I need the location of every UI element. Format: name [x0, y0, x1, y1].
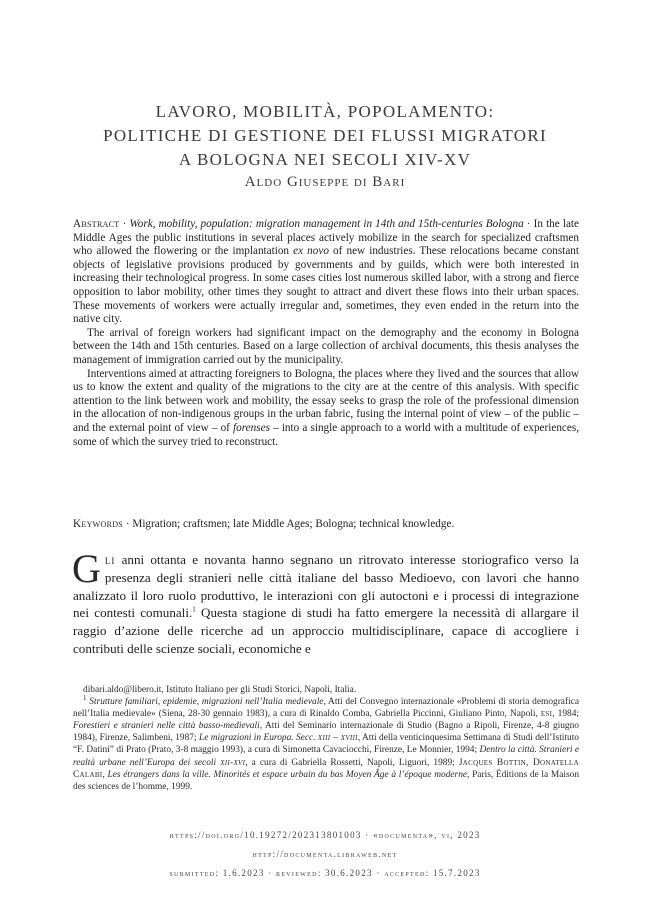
abstract-paragraph-2: The arrival of foreign workers had significant impact on the demography and the economy in Bologna between the 14th and 15th centuries. Based on a large collection of archival documents, this thesis analyses the management of immigration carried out by the municipality. — [73, 326, 579, 366]
submission-dates: submitted: 1.6.2023 · reviewed: 30.6.2023 · accepted: 15.7.2023 — [169, 868, 481, 878]
footnote-reference[interactable]: 1 — [192, 606, 196, 615]
abstract-text: of new industries. These relocations became constant objects of legislative provisions produced by governments and by guilds, which were both interested in increasing their technological progress. In some cases cities lost numerous skilled labor, with a strong and fierce opposition to labor mobility, other times they sought to attract and divert these flows into their urban spaces. These movements of workers were actually irregular and, sometimes, they even ended in the return into the native city. — [73, 245, 579, 326]
body-paragraph — [72, 546, 579, 658]
footnote-text: , a cura di Gabriella Rossetti, Napoli, Liguori, 1989; — [245, 757, 459, 768]
footnote-text: , 1984; — [552, 709, 580, 720]
keywords-list: Migration; craftsmen; late Middle Ages; Bologna; technical knowledge. — [132, 518, 455, 530]
abstract-text: Interventions aimed at attracting foreigners to Bologna, the places where they lived and the sources that allow us to know the extent and quality of the migrations to the city are at the centre of this analysis. With specific attention to the link between work and mobility, the essay seeks to grasp the role of the professional dimension in the allocation of non-indigenous groups in the urban fabric, fusing the internal point of view – of the public – and the external point of view – of — [73, 367, 579, 434]
keywords-label: Keywords — [73, 518, 124, 530]
footnote-italic: Forestieri e stranieri nelle città basso-medievali, — [73, 721, 263, 732]
article-title-line-3: A BOLOGNA NEI SECOLI XIV-XV — [178, 150, 472, 169]
drop-cap: G — [72, 546, 101, 591]
footnote-text: , Atti della venticinquesima Settimana di Studi dell’Istituto “F. Datini” di Prato (Prato, 3-8 maggio 1993), a cura di Simonetta Cavaciocchi, Firenze, Le Monnier, 1994; — [73, 733, 579, 756]
footnote-text: Atti del Seminario internazionale di Studio (Bagno a Ripoli, Firenze, 4-8 giugno 1984), Firenze, Salimbeni, 1987; — [73, 721, 579, 744]
journal-url: http://documenta.libraweb.net — [252, 849, 398, 859]
lead-in: li — [104, 552, 116, 567]
footnote-italic: Les étrangers dans la ville. Minorités et espace urbain du bas Moyen Âge à l’époque moderne — [107, 769, 468, 780]
abstract-separator-2: · — [523, 218, 534, 230]
author-affiliation-note: dibari.aldo@libero.it, Istituto Italiano per gli Studi Storici, Napoli, Italia. — [83, 685, 357, 695]
article-title-line-2: POLITICHE DI GESTIONE DEI FLUSSI MIGRATORI — [103, 126, 547, 145]
abstract-section — [73, 218, 579, 449]
body-text-run: Questa stagione di studi ha fatto emergere la necessità di allargare il raggio d’azione delle ricerche ad un approccio multidisciplinare, capace di accogliere i contributi delle scienze sociali, economiche e — [73, 605, 579, 656]
abstract-paragraph-1 — [73, 218, 579, 327]
body-text-run: anni ottanta e novanta hanno segnano un ritrovato interesse storiografico verso la presenza degli stranieri nelle città italiane del basso Medioevo, con lavori che hanno analizzato il loro ruolo produttivo, le interazioni con gli autoctoni e i processi di integrazione nei contesti comunali. — [73, 552, 579, 621]
abstract-italic-term: forenses — [233, 421, 270, 434]
keywords-separator: · — [123, 518, 133, 530]
abstract-paragraph-3 — [73, 368, 579, 450]
footnote-text: , Paris, Éditions de la Maison des sciences de l’homme, 1999. — [73, 769, 580, 792]
abstract-text: In the late Middle Ages the public institutions in several places actively mobilize in the search for specialized craftsmen who allowed the flowering or the implantation — [73, 218, 579, 258]
article-title-line-1: LAVORO, MOBILITÀ, POPOLAMENTO: — [155, 102, 495, 121]
footnote-text: Atti del Convegno internazionale «Problemi di storia demografica nell’Italia medievale» (Siena, 28-30 gennaio 1983), a cura di Rinaldo Comba, Gabriella Piccinni, Giuliano Pinto, Napoli, — [73, 697, 580, 720]
footnote-smallcaps: xiii – xviii — [317, 733, 358, 744]
footnote-smallcaps: esi — [540, 709, 553, 720]
abstract-label: Abstract — [73, 218, 120, 230]
footnote-italic: Dentro la città. Stranieri e realtà urbane nell’Europa dei secoli — [73, 745, 579, 768]
footnote-1 — [73, 693, 580, 793]
footnote-italic: Le migrazioni in Europa. Secc. — [198, 733, 318, 744]
body-text — [72, 546, 579, 658]
footnote-smallcaps: xii-xvi — [220, 757, 246, 768]
keywords-section — [73, 518, 579, 532]
footnote-text: , — [102, 769, 108, 780]
footnotes — [73, 684, 579, 793]
footnote-smallcaps: Jacques Bottin, Donatella Calabi — [73, 757, 579, 780]
abstract-text: – into a single approach to a world with a multitude of experiences, some of which the survey tried to reconstruct. — [73, 421, 579, 448]
author-name: Aldo Giuseppe di Bari — [244, 174, 406, 190]
doi-line: https://doi.org/10.19272/202313801003 · «documenta», vi, 2023 — [169, 830, 481, 840]
abstract-english-title: Work, mobility, population: migration management in 14th and 15th-centuries Bologna — [129, 218, 524, 230]
abstract-separator: · — [119, 218, 130, 230]
footnote-number: 1 — [83, 693, 87, 702]
footnote-italic: Strutture familiari, epidemie, migrazioni nell’Italia medievale, — [89, 697, 326, 708]
abstract-italic-term: ex novo — [293, 245, 329, 258]
